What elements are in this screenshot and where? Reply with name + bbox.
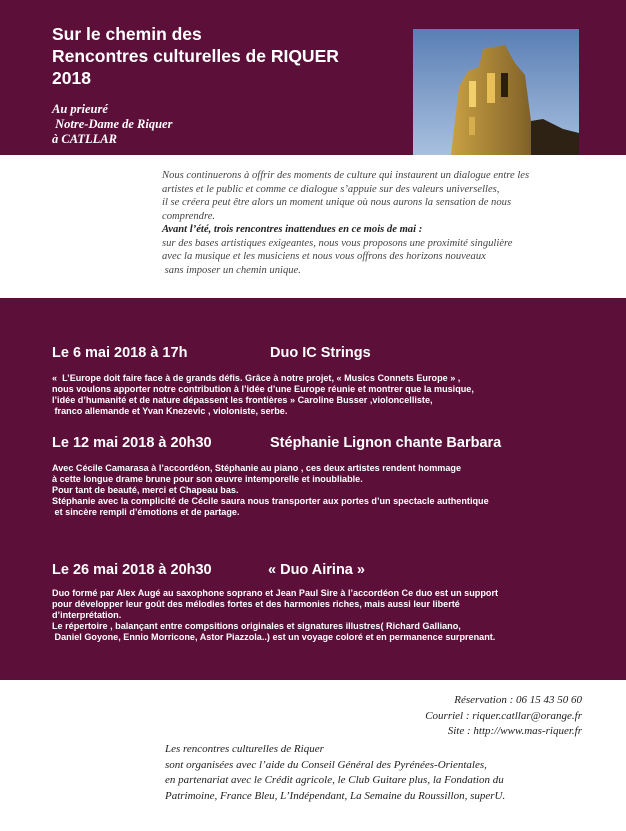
events-band xyxy=(0,298,626,680)
page-title: Sur le chemin des Rencontres culturelles de RIQUER 2018 xyxy=(52,24,339,88)
priory-bell-tower-photo xyxy=(413,29,579,155)
sponsors-text: Les rencontres culturelles de Riquer sont organisées avec l’aide du Conseil Général des Pyrénées-Orientales, en partenariat avec le Crédit agricole, le Club Guitare plus, la Fondation du Patrimoine, France Bleu, L’Indépendant, La Semaine du Roussillon, superU. xyxy=(165,743,506,802)
event-description: « L’Europe doit faire face à de grands défis. Grâce à notre projet, « Musics Connets Europe » , nous voulons apporter notre contribution à l’idée d’une Europe réunie et montrer que la musique, l’idée d’humanité et de nature dépassent les frontières » Caroline Busser ,violoncelliste, franco allemande et Yvan Knezevic , violoniste, serbe. xyxy=(52,373,474,416)
venue-subtitle: Au prieuré Notre-Dame de Riquer à CATLLAR xyxy=(52,102,173,146)
contact-block xyxy=(425,693,582,740)
event-title: Stéphanie Lignon chante Barbara xyxy=(270,435,502,451)
event-title: Duo IC Strings xyxy=(270,345,371,361)
event-date: Le 26 mai 2018 à 20h30 xyxy=(52,562,212,578)
header-band xyxy=(0,0,626,155)
intro-highlight: Avant l’été, trois rencontres inattendues en ce mois de mai : xyxy=(162,224,423,235)
event-date: Le 12 mai 2018 à 20h30 xyxy=(52,435,212,451)
reservation-phone: Réservation : 06 15 43 50 60 xyxy=(454,694,582,706)
event-title: « Duo Airina » xyxy=(268,562,365,578)
event-description: Avec Cécile Camarasa à l’accordéon, Stéphanie au piano , ces deux artistes rendent hommage à cette longue drame brune pour son œuvre intemporelle et inoubliable. Pour tant de beauté, merci et Chapeau bas. Stéphanie avec la complicité de Cécile saura nous transporter aux portes d’un spectacle authentique et sincère rempli d’émotions et de partage. xyxy=(52,463,489,517)
event-date: Le 6 mai 2018 à 17h xyxy=(52,345,188,361)
intro-text: Nous continuerons à offrir des moments de culture qui instaurent un dialogue entre les artistes et le public et comme ce dialogue s’appuie sur des valeurs universelles, il se créera peut être alors un moment unique où nous aurons la sensation de nous comprendre. Avant l’été, trois rencontres inattendues en ce mois de mai : sur des bases artistiques exigeantes, nous vous proposons une proximité singulière avec la musique et les musiciens et nous vous offrons des horizons nouveaux sans imposer un chemin unique. xyxy=(162,169,592,277)
event-description: Duo formé par Alex Augé au saxophone soprano et Jean Paul Sire à l’accordéon Ce duo est un support pour développer leur goût des mélodies fortes et des harmonies riches, mais aussi leur liberté d’interprétation. Le répertoire , balançant entre compsitions originales et signatures illustres( Richard Galliano, Daniel Goyone, Ennio Morricone, Astor Piazzola..) est un voyage coloré et en permanence surprenant. xyxy=(52,588,499,642)
contact-email: Courriel : riquer.catllar@orange.fr xyxy=(425,709,582,722)
contact-site: Site : http://www.mas-riquer.fr xyxy=(447,725,582,737)
